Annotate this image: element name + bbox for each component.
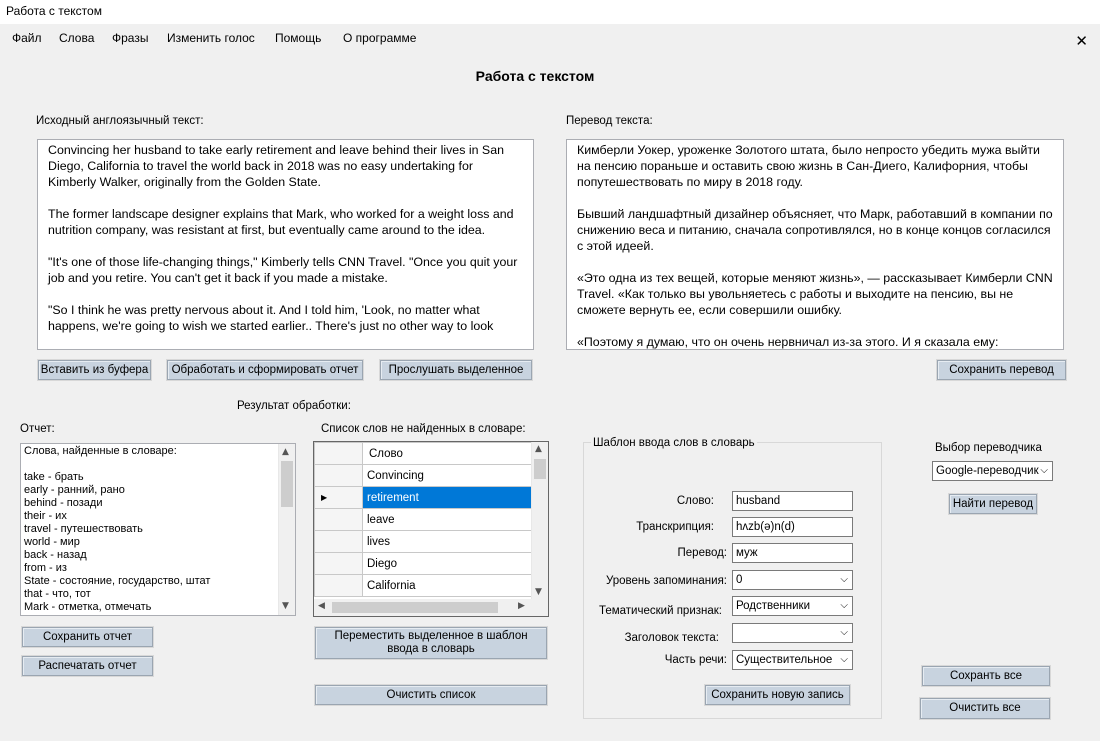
- scroll-up-icon[interactable]: ▲: [535, 444, 542, 454]
- save-report-button[interactable]: Сохранить отчет: [22, 627, 153, 647]
- report-line: [24, 458, 295, 471]
- translator-select[interactable]: [932, 461, 1053, 481]
- grid-header-word[interactable]: Слово: [363, 443, 532, 465]
- part-of-speech-value: Существительное: [736, 654, 833, 666]
- text-header-select[interactable]: [732, 623, 853, 643]
- transcription-field[interactable]: hʌzb(ə)n(d): [732, 517, 853, 537]
- missing-words-label: Список слов не найденных в словаре:: [321, 423, 526, 435]
- paste-from-clipboard-button[interactable]: Вставить из буфера: [38, 360, 151, 380]
- report-line: Mark - отметка, отмечать: [24, 601, 152, 613]
- grid-cell-selected[interactable]: retirement: [363, 487, 532, 509]
- menu-file[interactable]: Файл: [12, 31, 42, 45]
- source-paragraph: "So I think he was pretty nervous about it. And I told him, 'Look, no matter what happens, we're going to wish we started earlier.. There's just no other way to look: [48, 303, 494, 333]
- scroll-down-icon[interactable]: ▼: [282, 601, 289, 611]
- chevron-down-icon: ⌵: [840, 600, 848, 611]
- translation-paragraph: «Это одна из тех вещей, которые меняют жизнь», — рассказывает Кимберли CNN Travel. «Как только вы увольняетесь с работы и выходите на пенсию, вы не сможете вернуть ее, если совершили ошибку.: [577, 271, 1053, 317]
- template-group-title: Шаблон ввода слов в словарь: [593, 437, 755, 449]
- report-line: behind - позади: [24, 497, 103, 509]
- chevron-down-icon: ⌵: [840, 627, 848, 638]
- report-scrollbar[interactable]: [278, 444, 295, 615]
- find-translation-button[interactable]: Найти перевод: [949, 494, 1037, 514]
- report-line: from - из: [24, 562, 67, 574]
- source-paragraph: "It's one of those life-changing things," Kimberly tells CNN Travel. "Once you quit your job and you retire. You can't get it back if you made a mistake.: [48, 255, 518, 285]
- report-list[interactable]: [20, 443, 296, 616]
- grid-hscroll-thumb[interactable]: [332, 602, 498, 613]
- clear-list-button[interactable]: Очистить список: [315, 685, 547, 705]
- grid-corner: [315, 443, 363, 465]
- menu-phrases[interactable]: Фразы: [112, 31, 149, 45]
- clear-all-button[interactable]: Очистить все: [920, 698, 1050, 719]
- save-all-button[interactable]: Сохранть все: [922, 666, 1050, 686]
- report-scroll-thumb[interactable]: [281, 461, 293, 507]
- part-of-speech-select[interactable]: [732, 650, 853, 670]
- scroll-left-icon[interactable]: ◀: [318, 601, 325, 611]
- grid-row-header[interactable]: [315, 553, 363, 575]
- menu-help[interactable]: Помощь: [275, 31, 322, 45]
- grid-cell[interactable]: lives: [363, 531, 532, 553]
- report-line: State - состояние, государство, штат: [24, 575, 211, 587]
- report-line: Слова, найденные в словаре:: [24, 445, 177, 457]
- grid-cell[interactable]: leave: [363, 509, 532, 531]
- transcription-label: Транскрипция:: [636, 521, 714, 533]
- grid-row-header[interactable]: [315, 575, 363, 597]
- translator-value: Google-переводчик: [936, 465, 1039, 477]
- translation-paragraph: Бывший ландшафтный дизайнер объясняет, что Марк, работавший в компании по снижению веса и питанию, сначала сопротивлялся, но в конце концов согласился с этой идеей.: [577, 207, 1053, 253]
- missing-words-grid[interactable]: [313, 441, 549, 617]
- page-title: [0, 68, 1100, 84]
- window-title: Работа с текстом: [6, 4, 102, 18]
- save-translation-button[interactable]: Сохранить перевод: [937, 360, 1066, 380]
- translator-label: Выбор переводчика: [935, 442, 1042, 454]
- word-label: Слово:: [676, 495, 714, 507]
- translation-label: Перевод текста:: [566, 115, 653, 127]
- title-bar: [0, 0, 1100, 24]
- process-report-button[interactable]: Обработать и сформировать отчет: [167, 360, 363, 380]
- menu-bar: [0, 26, 1100, 50]
- menu-about[interactable]: О программе: [343, 31, 417, 45]
- source-paragraph: The former landscape designer explains that Mark, who worked for a weight loss and nutrition company, was resistant at first, but eventually came around to the idea.: [48, 207, 514, 237]
- report-label: Отчет:: [20, 423, 55, 435]
- source-text-area[interactable]: [37, 139, 534, 350]
- report-line: that - что, тот: [24, 588, 91, 600]
- grid-row-header[interactable]: [315, 509, 363, 531]
- menu-words[interactable]: Слова: [59, 31, 95, 45]
- report-line: take - брать: [24, 471, 84, 483]
- theme-select[interactable]: [732, 596, 853, 616]
- report-line: world - мир: [24, 536, 80, 548]
- theme-value: Родственники: [736, 600, 810, 612]
- grid-vscroll-thumb[interactable]: [534, 459, 546, 479]
- grid-vscrollbar[interactable]: [531, 442, 548, 599]
- grid-row-header[interactable]: [315, 531, 363, 553]
- grid-hscrollbar[interactable]: [314, 599, 548, 616]
- row-pointer-icon[interactable]: ▶: [315, 487, 363, 509]
- grid-cell[interactable]: California: [363, 575, 532, 597]
- translation-field-label: Перевод:: [677, 547, 727, 559]
- chevron-down-icon: ⌵: [1040, 465, 1048, 476]
- save-new-entry-button[interactable]: Сохранить новую запись: [705, 685, 850, 705]
- result-label: Результат обработки:: [237, 400, 351, 412]
- chevron-down-icon: ⌵: [840, 654, 848, 665]
- grid-cell[interactable]: Convincing: [363, 465, 532, 487]
- source-text-label: Исходный англоязычный текст:: [36, 115, 204, 127]
- scroll-right-icon[interactable]: ▶: [518, 601, 525, 611]
- word-field[interactable]: husband: [732, 491, 853, 511]
- report-line: back - назад: [24, 549, 87, 561]
- translation-paragraph: «Поэтому я думаю, что он очень нервничал из-за этого. И я сказала ему:: [577, 335, 999, 349]
- scroll-up-icon[interactable]: ▲: [282, 447, 289, 457]
- source-paragraph: Convincing her husband to take early retirement and leave behind their lives in San Diego, California to travel the world back in 2018 was no easy undertaking for Kimberly Walker, originally from the Golden State.: [48, 143, 504, 189]
- translation-field[interactable]: муж: [732, 543, 853, 563]
- text-header-label: Заголовок текста:: [624, 632, 719, 644]
- page-title-text: Работа с текстом: [475, 68, 595, 84]
- print-report-button[interactable]: Распечатать отчет: [22, 656, 153, 676]
- listen-selected-button[interactable]: Прослушать выделенное: [380, 360, 532, 380]
- translation-paragraph: Кимберли Уокер, уроженке Золотого штата, было непросто убедить мужа выйти на пенсию пораньше и оставить свою жизнь в Сан-Диего, Калифорния, чтобы попутешествовать по миру в 2018 году.: [577, 143, 1040, 189]
- move-to-template-button[interactable]: Переместить выделенное в шаблон ввода в словарь: [315, 627, 547, 659]
- report-line: early - ранний, рано: [24, 484, 125, 496]
- memorization-level-value: 0: [736, 574, 743, 586]
- chevron-down-icon: ⌵: [840, 574, 848, 585]
- report-line: their - их: [24, 510, 67, 522]
- report-line: travel - путешествовать: [24, 523, 143, 535]
- memorization-level-label: Уровень запоминания:: [605, 575, 727, 587]
- part-of-speech-label: Часть речи:: [664, 654, 727, 666]
- close-icon[interactable]: ✕: [1075, 32, 1088, 50]
- translation-text-area[interactable]: [566, 139, 1064, 350]
- theme-label: Тематический признак:: [598, 605, 722, 617]
- grid-row-header[interactable]: [315, 465, 363, 487]
- menu-change-voice[interactable]: Изменить голос: [167, 31, 255, 45]
- scroll-down-icon[interactable]: ▼: [535, 587, 542, 597]
- grid-cell[interactable]: Diego: [363, 553, 532, 575]
- memorization-level-select[interactable]: [732, 570, 853, 590]
